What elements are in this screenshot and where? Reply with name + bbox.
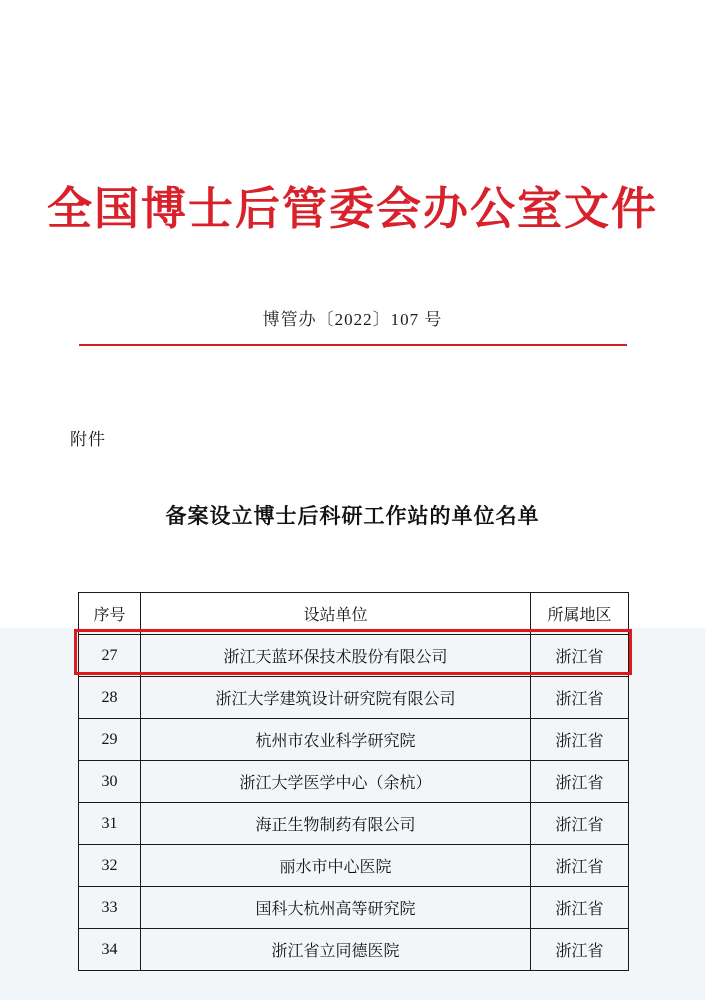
cell-index: 32 [79,845,141,887]
document-number: 博管办〔2022〕107 号 [262,310,443,329]
unit-list-table [78,592,629,971]
cell-region: 浙江省 [531,929,629,971]
attachment-label: 附件 [70,430,106,449]
cell-unit: 浙江省立同德医院 [141,929,531,971]
cell-unit: 海正生物制药有限公司 [141,803,531,845]
column-header-index: 序号 [79,593,141,635]
cell-index: 34 [79,929,141,971]
cell-index: 28 [79,677,141,719]
table-row [79,719,629,761]
cell-region: 浙江省 [531,677,629,719]
cell-region: 浙江省 [531,635,629,677]
column-header-region: 所属地区 [531,593,629,635]
cell-region: 浙江省 [531,803,629,845]
column-header-unit: 设站单位 [141,593,531,635]
table-header-row [79,593,629,635]
cell-region: 浙江省 [531,845,629,887]
cell-unit: 丽水市中心医院 [141,845,531,887]
cell-unit: 杭州市农业科学研究院 [141,719,531,761]
cell-unit: 国科大杭州高等研究院 [141,887,531,929]
cell-index: 29 [79,719,141,761]
table-row [79,803,629,845]
cell-index: 33 [79,887,141,929]
table-row [79,887,629,929]
cell-region: 浙江省 [531,719,629,761]
cell-index: 31 [79,803,141,845]
cell-region: 浙江省 [531,761,629,803]
red-divider-rule [79,344,627,346]
list-title: 备案设立博士后科研工作站的单位名单 [165,504,540,528]
cell-unit: 浙江大学建筑设计研究院有限公司 [141,677,531,719]
cell-region: 浙江省 [531,887,629,929]
table-row [79,845,629,887]
table-row [79,677,629,719]
cell-unit: 浙江大学医学中心（余杭） [141,761,531,803]
document-title: 全国博士后管委会办公室文件 [46,184,658,234]
table-row [79,761,629,803]
table-row [79,635,629,677]
table-row [79,929,629,971]
cell-index: 27 [79,635,141,677]
cell-index: 30 [79,761,141,803]
cell-unit: 浙江天蓝环保技术股份有限公司 [141,635,531,677]
